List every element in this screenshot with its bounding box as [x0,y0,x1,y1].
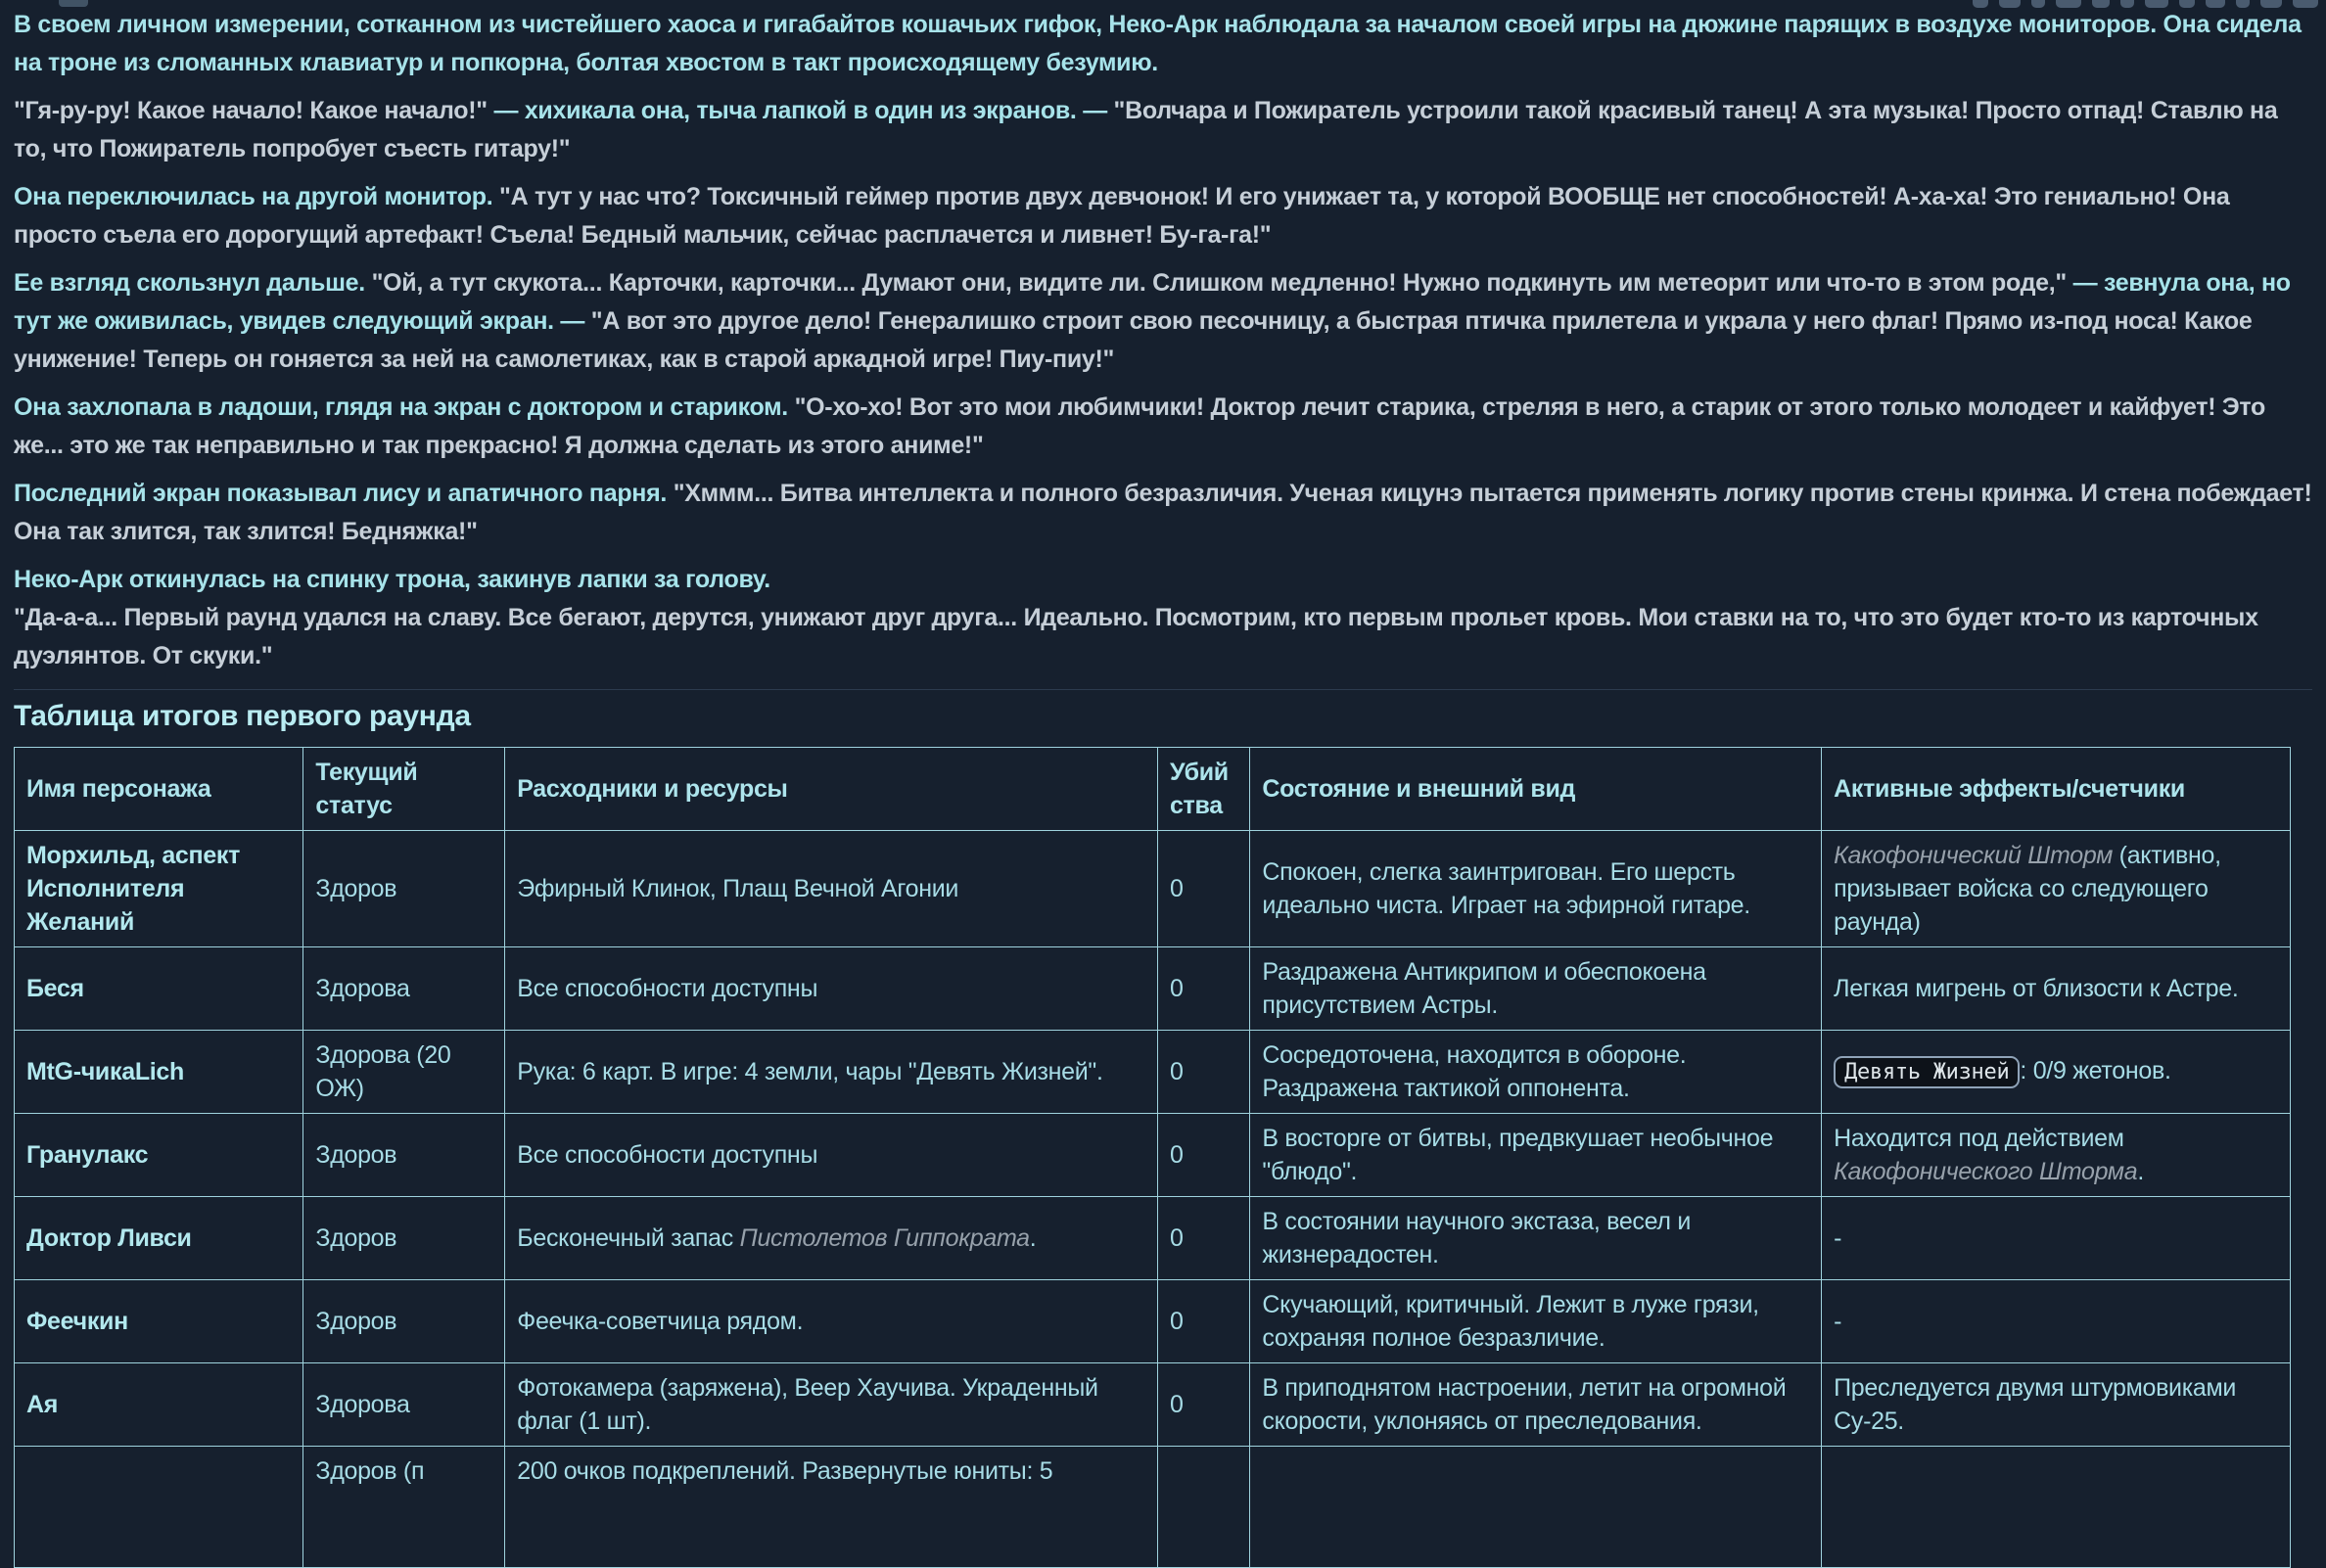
table-cell [1250,947,1822,1031]
cell-character-name [15,947,303,1031]
cell-segment-plain: Фотокамера (заряжена), Веер Хаучива. Украденный флаг (1 шт). [517,1374,1098,1435]
table-cell [1822,1031,2291,1114]
column-header: Активные эффекты/счетчики [1822,748,2291,831]
cell-segment-plain: Легкая мигрень от близости к Астре. [1834,975,2239,1002]
story-segment-quote: "Хммм... Битва интеллекта и полного безразличия. Ученая кицунэ пытается применять логику против стены кринжа. И стена побеждает! Она так злится, так злится! Бедняжка!" [14,480,2312,545]
table-cell [1157,1363,1249,1447]
table-cell [1250,1031,1822,1114]
cell-segment-plain: 200 очков подкреплений. Развернутые юниты: 5 [517,1457,1053,1485]
table-cell [505,1447,1158,1568]
table-cell [1157,1280,1249,1363]
cell-segment-plain: Морхильд, аспект Исполнителя Желаний [26,842,241,936]
cell-segment-plain: Здоров [315,875,397,902]
clipped-icon[interactable] [1973,0,1988,8]
column-header: Расходники и ресурсы [505,748,1158,831]
clipped-icon[interactable] [2031,0,2045,8]
cell-segment-plain: 0 [1169,1224,1184,1252]
story-segment-narration: Ее взгляд скользнул дальше. [14,269,372,297]
clipped-icon[interactable] [2145,0,2168,8]
cell-segment-italic: Какофонический Шторм [1834,842,2114,869]
cell-segment-plain: Бесконечный запас [517,1224,740,1252]
cell-segment-plain: 0 [1169,1391,1184,1418]
cell-segment-plain: (активно, призывает войска со следующего раунда) [1834,842,2221,936]
cell-character-name [15,1280,303,1363]
cell-segment-plain: В восторге от битвы, предвкушает необычное "блюдо". [1262,1125,1774,1185]
clipped-text-fragment [59,0,88,7]
story-segment-quote: "Ой, а тут скукота... Карточки, карточки... Думают они, видите ли. Слишком медленно! Нужно подкинуть им метеорит или что-то в этом роде," [371,269,2073,297]
cell-segment-plain: Здорова (20 ОЖ) [315,1041,451,1102]
table-cell [1822,1114,2291,1197]
table-cell [1250,831,1822,947]
story-paragraph [14,475,2312,551]
cell-segment-plain: 0 [1169,1308,1184,1335]
table-cell [1822,831,2291,947]
story-segment-narration: Последний экран показывал лису и апатичного парня. [14,480,674,507]
table-row [15,831,2291,947]
story-paragraph [14,178,2312,254]
story-segment-narration: — хихикала она, тыча лапкой в один из экранов. — [493,97,1114,124]
column-header: Имя персонажа [15,748,303,831]
cell-segment-plain: Гранулакс [26,1141,149,1169]
cell-character-name [15,1114,303,1197]
table-cell [1157,1114,1249,1197]
table-cell [1250,1447,1822,1568]
cell-segment-plain: Здоров (п [315,1457,425,1485]
table-cell [1250,1114,1822,1197]
table-cell [505,1031,1158,1114]
cell-character-name [15,831,303,947]
cell-segment-plain: 0 [1169,1058,1184,1085]
cell-segment-plain: Сосредоточена, находится в обороне. Раздражена тактикой оппонента. [1262,1041,1687,1102]
story-paragraph [14,6,2312,82]
table-cell [1250,1197,1822,1280]
cell-segment-plain: Все способности доступны [517,975,818,1002]
table-row [15,1197,2291,1280]
clipped-icon[interactable] [2092,0,2110,8]
story [14,6,2312,675]
story-paragraph [14,92,2312,168]
cell-segment-plain: Здоров [315,1224,397,1252]
story-segment-narration: — зевнула она, но тут же оживилась, увидев следующий экран. — [14,269,2291,335]
table-cell [505,1197,1158,1280]
clipped-icon[interactable] [2260,0,2282,8]
cell-segment-plain: 0 [1169,875,1184,902]
cell-segment-plain: Феечкин [26,1308,128,1335]
story-paragraph [14,264,2312,379]
table-cell [303,831,505,947]
clipped-icon[interactable] [2293,0,2318,8]
cell-segment-plain: Здоров [315,1141,397,1169]
table-row [15,1031,2291,1114]
table-row [15,1363,2291,1447]
story-paragraph [14,561,2312,675]
table-cell [303,1363,505,1447]
cell-character-name [15,1031,303,1114]
cell-segment-plain: - [1834,1308,1842,1335]
table-cell [303,1280,505,1363]
cell-segment-plain: В состоянии научного экстаза, весел и жизнерадостен. [1262,1208,1691,1268]
table-row [15,1114,2291,1197]
table-header-row [15,748,2291,831]
story-segment-quote: "Да-а-а... Первый раунд удался на славу. Все бегают, дерутся, унижают друг друга... Идеально. Посмотрим, кто первым прольет кровь. Мои ставки на то, что это будет кто-то из карточных дуэлянтов. От скуки." [14,604,2258,669]
story-segment-narration: В своем личном измерении, сотканном из чистейшего хаоса и гигабайтов кошачьих гифок, Неко-Арк наблюдала за началом своей игры на дюжине парящих в воздухе мониторов. Она сидела на троне из сломанных клавиатур и попкорна, болтая хвостом в такт происходящему безумию. [14,11,2302,76]
table-cell [1822,1363,2291,1447]
message-divider [14,689,2312,690]
table-row [15,1447,2291,1568]
cell-character-name [15,1197,303,1280]
cell-segment-plain: 0 [1169,975,1184,1002]
cell-segment-plain: Эфирный Клинок, Плащ Вечной Агонии [517,875,959,902]
cell-character-name [15,1363,303,1447]
story-segment-quote: "Гя-ру-ру! Какое начало! Какое начало!" [14,97,494,124]
story-segment-quote: "А вот это другое дело! Генералишко строит свою песочницу, а быстрая птичка прилетела и украла у него флаг! Прямо из-под носа! Какое унижение! Теперь он гоняется за ней на самолетиках, как в старой аркадной игре! Пиу-пиу!" [14,307,2253,373]
results-table [14,747,2291,1568]
cell-segment-plain: : 0/9 жетонов. [2020,1057,2171,1084]
cell-segment-plain: Рука: 6 карт. В игре: 4 земли, чары "Девять Жизней". [517,1058,1103,1085]
story-paragraph [14,389,2312,465]
table-heading: Таблица итогов первого раунда [14,700,471,732]
clipped-icon[interactable] [2056,0,2081,8]
table-cell [1250,1280,1822,1363]
table-cell [303,947,505,1031]
story-segment-quote: "А тут у нас что? Токсичный геймер против двух девчонок! И его унижает та, у которой ВООБЩЕ нет способностей! А-ха-ха! Это гениально! Она просто съела его дорогущий артефакт! Съела! Бедный мальчик, сейчас расплачется и ливнет! Бу-га-га!" [14,183,2230,249]
cell-segment-plain: Здоров [315,1308,397,1335]
clipped-icon[interactable] [1999,0,2021,8]
clipped-toolbar-icons[interactable] [1973,0,2318,8]
cell-segment-italic: Какофонического Шторма [1834,1158,2138,1185]
column-header: Состояние и внешний вид [1250,748,1822,831]
cell-segment-plain: Феечка-советчица рядом. [517,1308,804,1335]
column-header: Текущий статус [303,748,505,831]
cell-character-name [15,1447,303,1568]
table-cell [505,1363,1158,1447]
table-cell [505,947,1158,1031]
cell-segment-plain: Здорова [315,975,410,1002]
table-header [15,748,2291,831]
clipped-icon[interactable] [2206,0,2225,8]
cell-segment-italic: Пистолетов Гиппократа [739,1224,1030,1252]
cell-segment-plain: Раздражена Антикрипом и обеспокоена присутствием Астры. [1262,958,1706,1019]
story-segment-quote: "Волчара и Пожиратель устроили такой красивый танец! А эта музыка! Просто отпад! Ставлю на то, что Пожиратель попробует съесть гитару!" [14,97,2278,162]
story-segment-quote: "О-хо-хо! Вот это мои любимчики! Доктор лечит старика, стреляя в него, а старик от этого только молодеет и кайфует! Это же... это же так неправильно и так прекрасно! Я должна сделать из этого аниме!" [14,393,2265,459]
cell-segment-plain: Доктор Ливси [26,1224,192,1252]
table-cell [505,1114,1158,1197]
table-cell [1822,1280,2291,1363]
table-cell [1822,1197,2291,1280]
story-segment-narration: Она переключилась на другой монитор. [14,183,500,210]
cell-segment-plain: . [1029,1224,1037,1252]
cell-segment-code: Девять Жизней [1834,1056,2020,1088]
cell-segment-plain: Находится под действием [1834,1125,2124,1152]
clipped-icon[interactable] [2120,0,2134,8]
cell-segment-plain: Здорова [315,1391,410,1418]
cell-segment-plain: . [2137,1158,2145,1185]
table-cell [1822,1447,2291,1568]
table-cell [1822,947,2291,1031]
table-cell [303,1197,505,1280]
cell-segment-plain: Все способности доступны [517,1141,818,1169]
table-cell [1157,831,1249,947]
table-cell [1250,1363,1822,1447]
cell-segment-plain: Скучающий, критичный. Лежит в луже грязи, сохраняя полное безразличие. [1262,1291,1759,1352]
cell-segment-plain: Преследуется двумя штурмовиками Су-25. [1834,1374,2237,1435]
clipped-icon[interactable] [2179,0,2195,8]
table-body [15,831,2291,1568]
table-cell [505,1280,1158,1363]
clipped-icon[interactable] [2236,0,2250,8]
table-cell [1157,1031,1249,1114]
table-cell [1157,947,1249,1031]
cell-segment-plain: Спокоен, слегка заинтригован. Его шерсть идеально чиста. Играет на эфирной гитаре. [1262,858,1750,919]
cell-segment-plain: В приподнятом настроении, летит на огромной скорости, уклоняясь от преследования. [1262,1374,1787,1435]
cell-segment-plain: 0 [1169,1141,1184,1169]
cell-segment-plain: - [1834,1224,1842,1252]
table-cell [303,1114,505,1197]
cell-segment-plain: Беся [26,975,84,1002]
table-cell [1157,1447,1249,1568]
cell-segment-plain: MtG-чикаLich [26,1058,185,1085]
table-cell [303,1447,505,1568]
story-segment-narration: Она захлопала в ладоши, глядя на экран с доктором и стариком. [14,393,795,421]
table-row [15,1280,2291,1363]
column-header: Убийства [1157,748,1249,831]
cell-segment-plain: Ая [26,1391,59,1418]
story-segment-narration: Неко-Арк откинулась на спинку трона, закинув лапки за голову. [14,566,770,593]
table-cell [303,1031,505,1114]
table-cell [505,831,1158,947]
table-row [15,947,2291,1031]
table-cell [1157,1197,1249,1280]
